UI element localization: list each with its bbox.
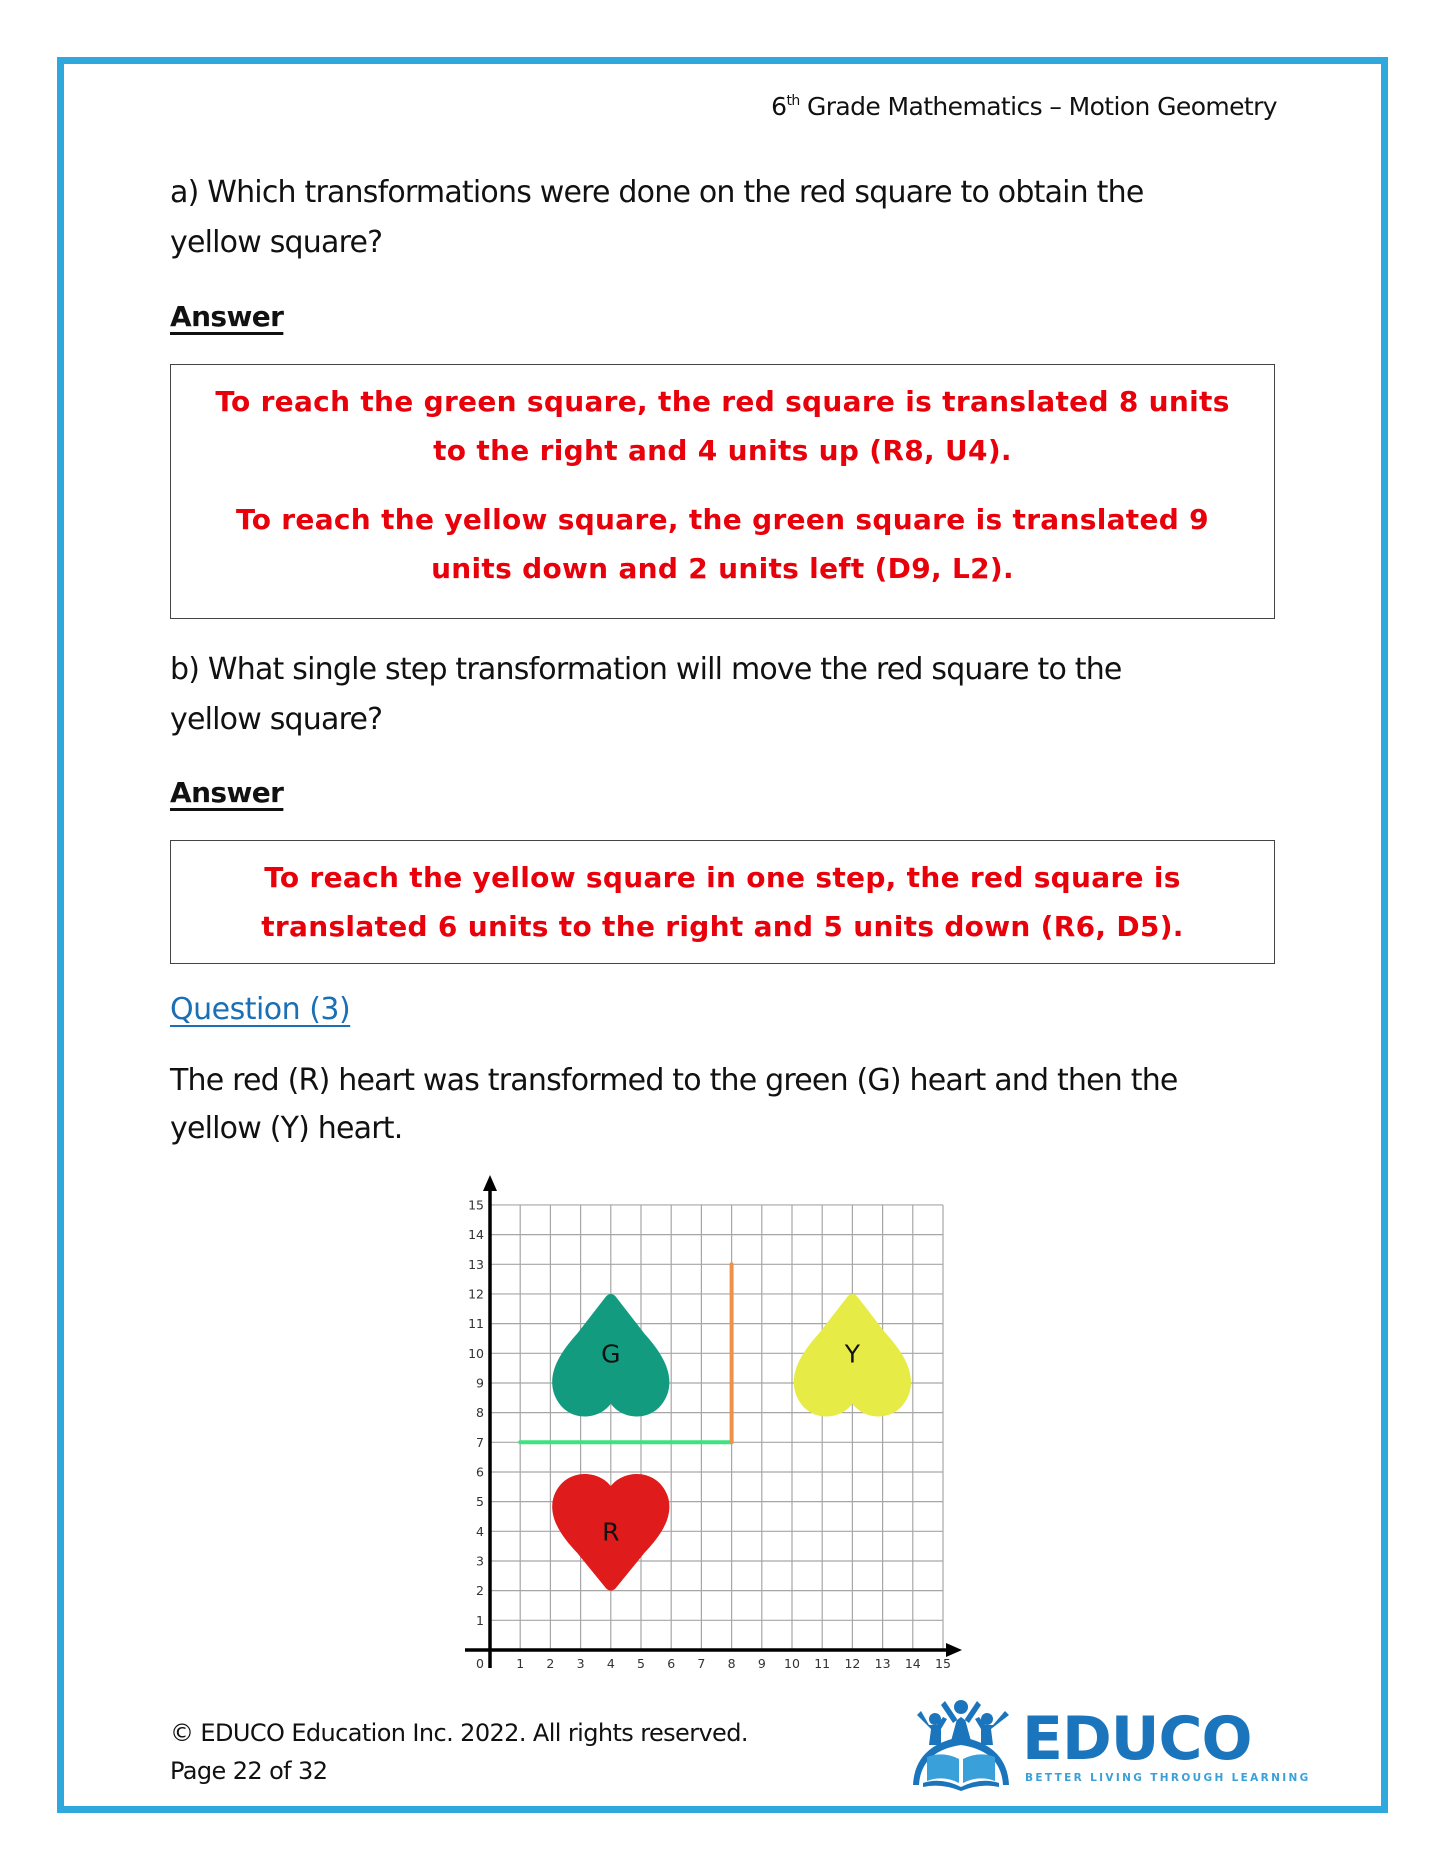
x-tick-label: 12 bbox=[844, 1656, 861, 1671]
x-tick-label: 13 bbox=[874, 1656, 891, 1671]
y-tick-label: 1 bbox=[476, 1612, 484, 1628]
tick-labels bbox=[468, 1197, 951, 1671]
x-tick-label: 3 bbox=[576, 1656, 585, 1671]
x-tick-label: 7 bbox=[697, 1656, 706, 1671]
coordinate-grid-chart bbox=[440, 1165, 980, 1685]
axes bbox=[465, 1175, 962, 1668]
x-tick-label: 4 bbox=[606, 1656, 615, 1671]
x-tick-label: 15 bbox=[935, 1656, 951, 1671]
x-tick-label: 0 bbox=[476, 1656, 484, 1671]
answer-a-line: to the right and 4 units up (R8, U4). bbox=[433, 434, 1012, 467]
y-tick-label: 11 bbox=[468, 1316, 484, 1332]
y-tick-label: 2 bbox=[476, 1583, 484, 1599]
answer-b-line: To reach the yellow square in one step, the red square is bbox=[264, 861, 1181, 894]
y-tick-label: 6 bbox=[476, 1464, 484, 1480]
question-a-line-2: yellow square? bbox=[170, 225, 383, 260]
answer-a-label: Answer bbox=[170, 300, 284, 333]
answer-b-line: translated 6 units to the right and 5 units down (R6, D5). bbox=[261, 910, 1184, 943]
x-tick-label: 6 bbox=[667, 1656, 676, 1671]
header-grade-superscript: th bbox=[786, 93, 800, 109]
question-b-line-2: yellow square? bbox=[170, 702, 383, 737]
x-tick-label: 8 bbox=[727, 1656, 736, 1671]
y-tick-label: 12 bbox=[468, 1286, 484, 1302]
x-tick-label: 2 bbox=[546, 1656, 555, 1671]
question-3-title[interactable]: Question (3) bbox=[170, 992, 351, 1027]
y-tick-label: 3 bbox=[476, 1553, 484, 1569]
question-3-text-line-1: The red (R) heart was transformed to the green (G) heart and then the bbox=[170, 1063, 1178, 1098]
footer-copyright: © EDUCO Education Inc. 2022. All rights reserved. bbox=[170, 1719, 748, 1747]
header-grade-number: 6 bbox=[771, 92, 787, 121]
red-heart-label: R bbox=[602, 1517, 620, 1547]
answer-b-box bbox=[170, 840, 1275, 964]
educo-logo-wordmark: EDUCO bbox=[1022, 1704, 1252, 1774]
yellow-heart-label: Y bbox=[844, 1339, 861, 1369]
x-axis-arrow-icon bbox=[946, 1643, 962, 1657]
question-b-line-1: b) What single step transformation will move the red square to the bbox=[170, 652, 1122, 687]
answer-a-line: To reach the green square, the red square is translated 8 units bbox=[215, 385, 1230, 418]
answer-a-line: To reach the yellow square, the green square is translated 9 bbox=[236, 503, 1209, 536]
y-axis-arrow-icon bbox=[483, 1175, 497, 1191]
footer-page-number: Page 22 of 32 bbox=[170, 1757, 328, 1785]
educo-logo-icon bbox=[905, 1697, 1017, 1793]
grid-lines bbox=[490, 1205, 943, 1650]
y-tick-label: 4 bbox=[476, 1523, 484, 1539]
y-tick-label: 9 bbox=[476, 1375, 484, 1391]
educo-logo-tagline: BETTER LIVING THROUGH LEARNING bbox=[1025, 1772, 1311, 1784]
header-title: Grade Mathematics – Motion Geometry bbox=[799, 92, 1277, 121]
answer-a-line: units down and 2 units left (D9, L2). bbox=[431, 552, 1014, 585]
page-header bbox=[700, 92, 1277, 121]
answer-b-label: Answer bbox=[170, 776, 284, 809]
y-tick-label: 15 bbox=[468, 1197, 484, 1213]
y-tick-label: 10 bbox=[468, 1345, 484, 1361]
x-tick-label: 14 bbox=[904, 1656, 921, 1671]
y-tick-label: 13 bbox=[468, 1256, 484, 1272]
x-tick-label: 10 bbox=[784, 1656, 800, 1671]
y-tick-label: 7 bbox=[476, 1434, 484, 1450]
green-heart-label: G bbox=[601, 1339, 621, 1369]
x-tick-label: 1 bbox=[516, 1656, 525, 1671]
x-tick-label: 9 bbox=[757, 1656, 766, 1671]
answer-a-box bbox=[170, 364, 1275, 619]
x-tick-label: 5 bbox=[637, 1656, 645, 1671]
y-tick-label: 5 bbox=[476, 1494, 484, 1510]
question-3-text-line-2: yellow (Y) heart. bbox=[170, 1111, 403, 1146]
y-tick-label: 8 bbox=[476, 1405, 484, 1421]
x-tick-label: 11 bbox=[814, 1656, 831, 1671]
question-a-line-1: a) Which transformations were done on the red square to obtain the bbox=[170, 175, 1144, 210]
y-tick-label: 14 bbox=[468, 1227, 484, 1243]
